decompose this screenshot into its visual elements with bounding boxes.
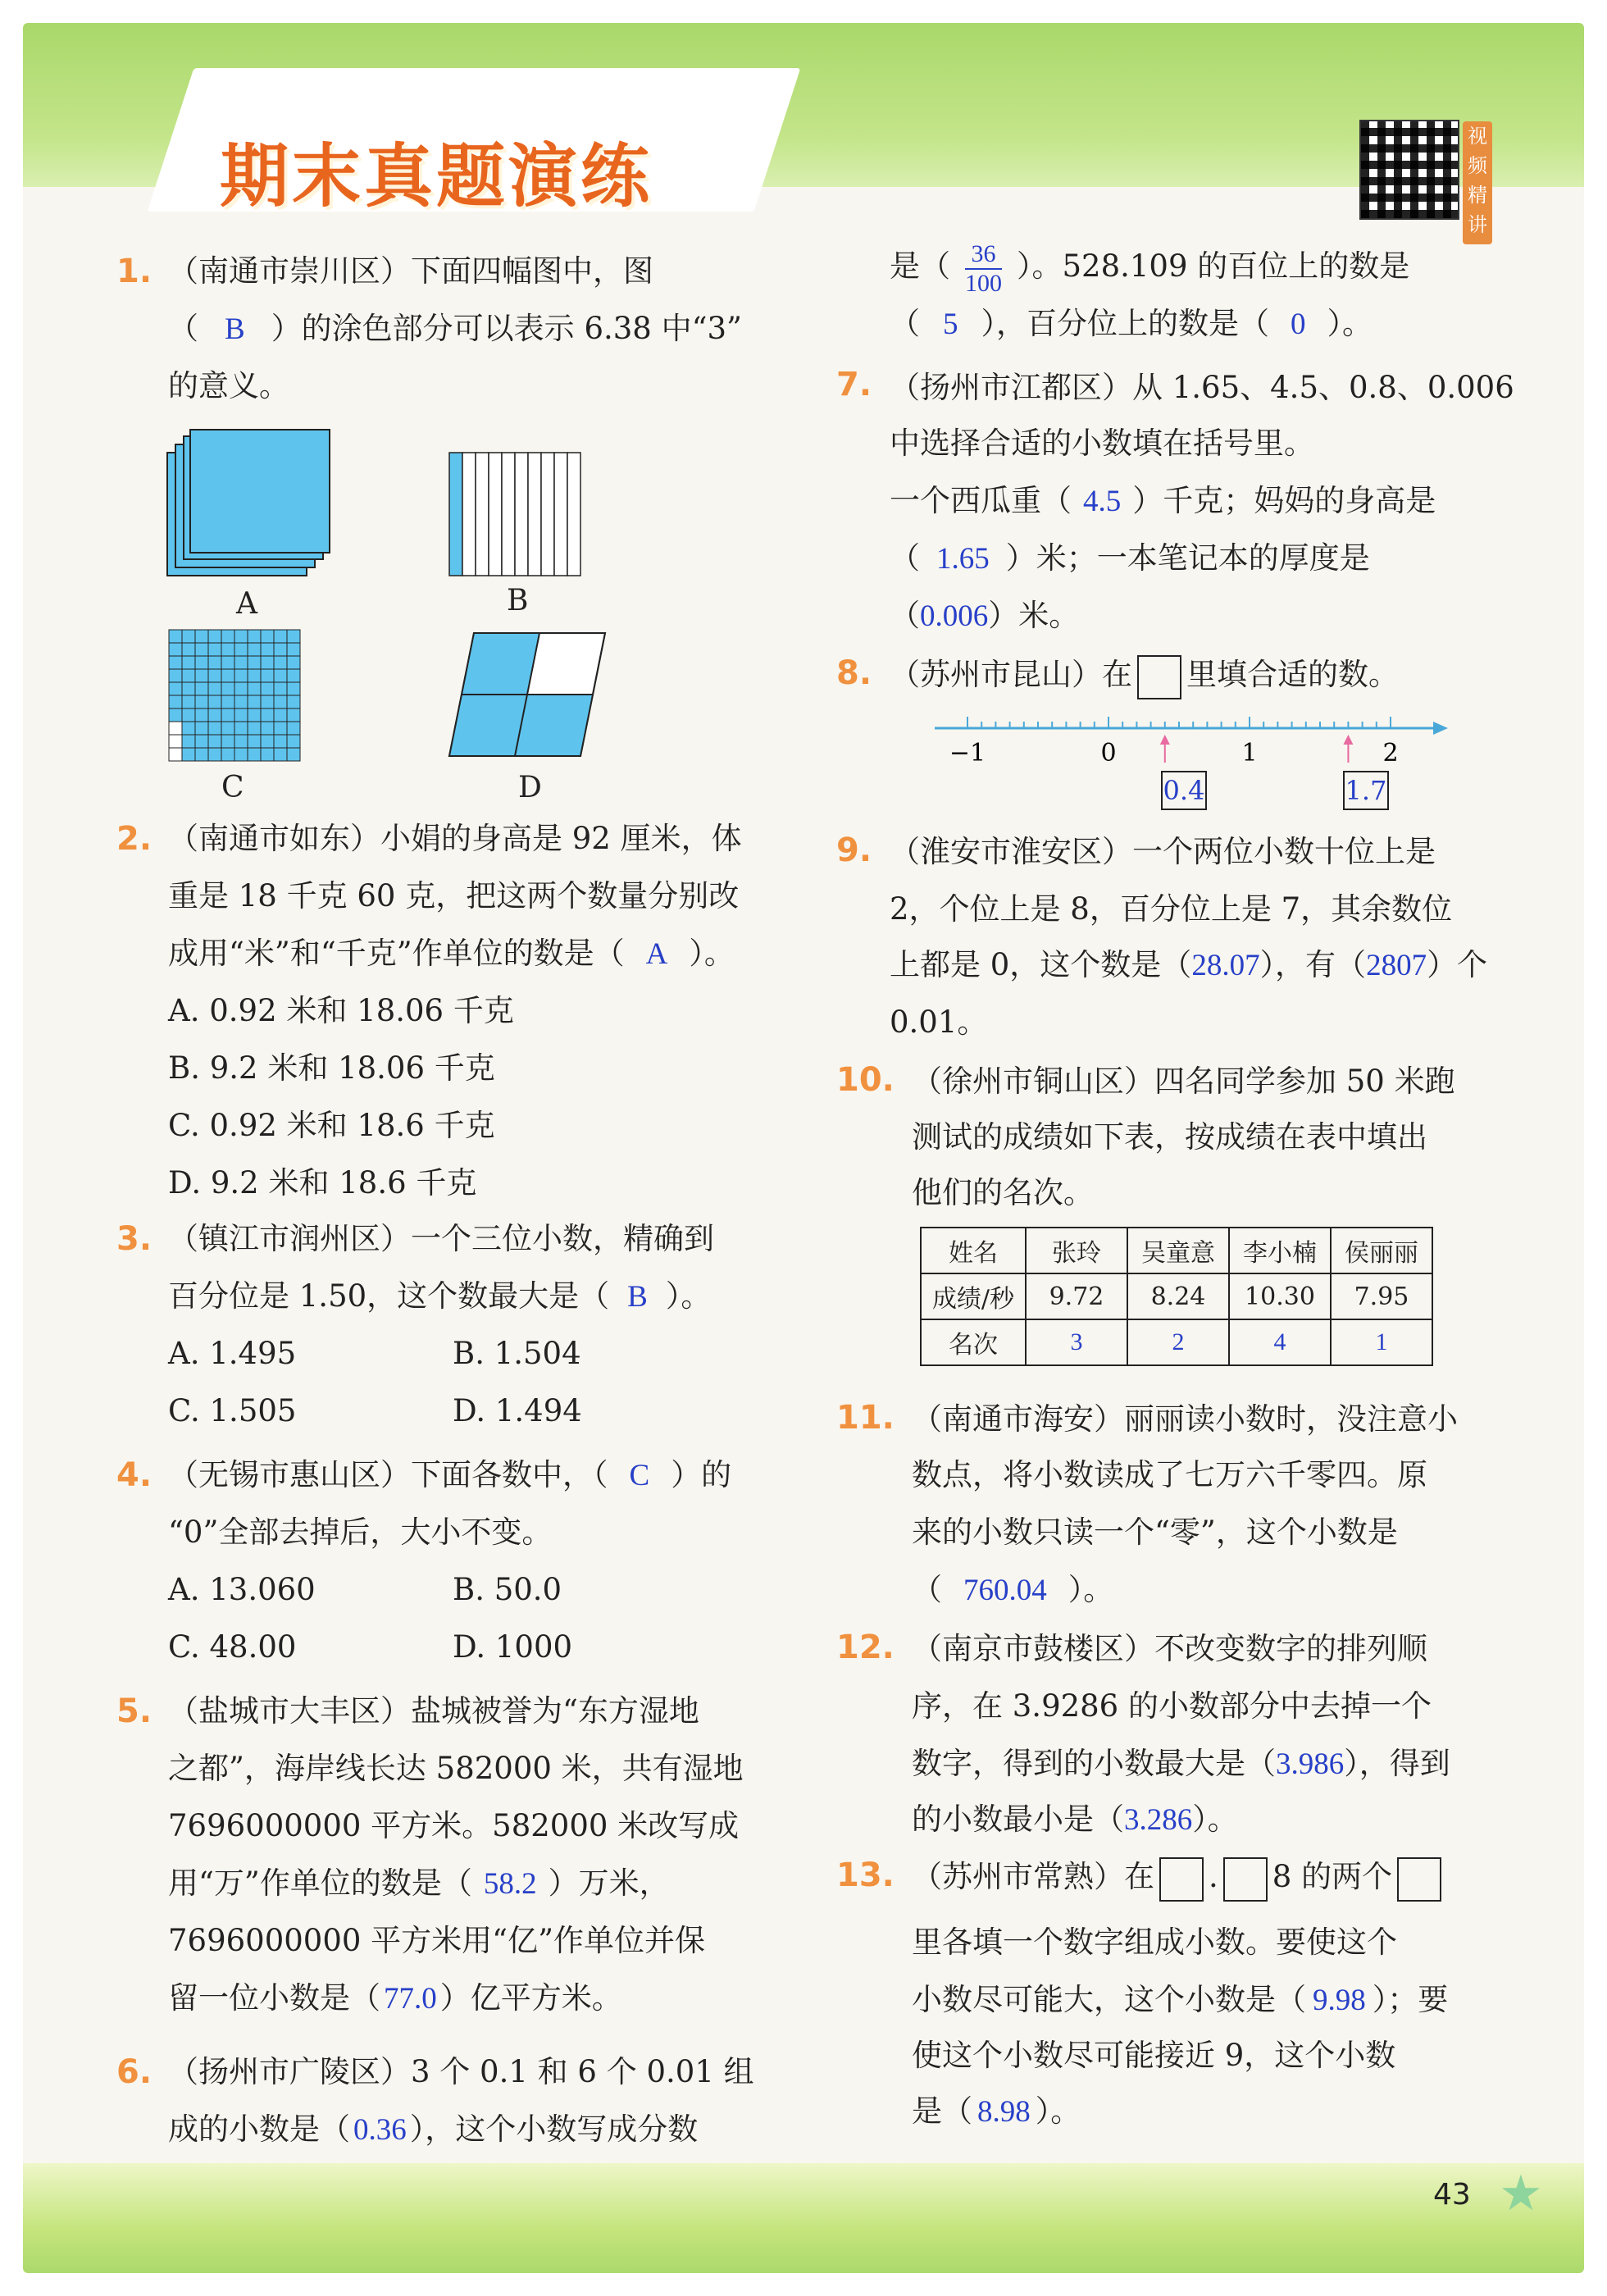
grid-cell [221,748,234,761]
fill-box [1223,1857,1268,1902]
grid-cell [221,669,234,682]
q1-number: 1. [116,253,153,290]
grid-cell [195,748,208,761]
grid-cell [169,695,182,708]
q5-line3: 7696000000 平方米。582000 米改写成 [168,1808,740,1843]
q7-line3: 一个西瓜重（ 4.5 ）千克；妈妈的身高是 [890,483,1436,518]
rank-cell: 2 [1127,1319,1229,1365]
q3-option: B. 1.504 [453,1336,581,1371]
q2-number: 2. [116,820,153,858]
figure-a-label: A [236,587,257,621]
q3-option: A. 1.495 [168,1336,297,1371]
q8-answer-box-1: 0.4 [1161,771,1207,810]
grid-cell [261,682,274,695]
grid-cell [208,735,221,748]
q4-option: D. 1000 [453,1629,573,1665]
q6-line3: 是（ $\frac{36}{100}$ ）。528.109 的百位上的数是 [890,239,1410,297]
q2-answer: A [645,937,668,971]
grid-cell [261,630,274,643]
grid-cell [274,708,287,722]
q9-line3: 上都是 0，这个数是（28.07），有（2807）个 [890,947,1488,982]
q13-line3: 小数尽可能大，这个小数是（ 9.98 ）；要 [912,1982,1449,2017]
table-row [921,1319,1432,1365]
grid-cell [274,682,287,695]
q7-answer-3: 0.006 [920,599,989,633]
q4-option: C. 48.00 [168,1629,297,1665]
grid-cell [195,643,208,656]
q5-line4: 用“万”作单位的数是（ 58.2 ）万米， [168,1866,670,1901]
rank-table [920,1227,1433,1366]
grid-cell [248,722,261,735]
grid-cell [195,682,208,695]
q2-line3: 成用“米”和“千克”作单位的数是（ A ）。 [168,936,735,971]
name-cell: 张玲 [1026,1228,1127,1273]
qr-code-icon[interactable] [1359,120,1459,220]
q2-option: A. 0.92 米和 18.06 千克 [168,993,514,1028]
pointer-head [1160,735,1170,745]
q4-option: A. 13.060 [168,1572,316,1607]
grid-cell [287,630,300,643]
q6-answer-2: 5 [943,308,958,341]
q8-line1: （苏州市昆山）在 里填合适的数。 [890,646,1399,704]
strip [476,453,489,576]
q9-answer-1: 28.07 [1191,949,1260,982]
figure-b [449,453,580,576]
name-cell: 李小楠 [1229,1228,1331,1273]
grid-cell [169,643,182,656]
q12-number: 12. [836,1629,895,1666]
grid-cell [261,722,274,735]
grid-cell [169,735,182,748]
grid-cell [234,722,248,735]
grid-cell [221,643,234,656]
grid-cell [287,669,300,682]
q7-line2: 中选择合适的小数填在括号里。 [890,426,1314,461]
grid-cell [287,708,300,722]
grid-cell [248,695,261,708]
q3-option: D. 1.494 [453,1393,582,1428]
score-cell: 10.30 [1229,1273,1331,1319]
tick-label: −1 [949,739,986,768]
video-label: 视频精讲 [1463,121,1492,244]
q9-line1: （淮安市淮安区）一个两位小数十位上是 [890,834,1436,869]
row-head: 成绩/秒 [921,1273,1026,1319]
figure-a [167,430,330,576]
q1-answer: B [225,312,245,346]
q7-line4: （ 1.65 ）米；一本笔记本的厚度是 [890,540,1370,576]
q8-answer-box-2: 1.7 [1343,771,1389,810]
strip [528,453,541,576]
q9-line4: 0.01。 [890,1004,988,1040]
q4-number: 4. [116,1456,153,1494]
grid-cell [208,669,221,682]
strip [462,453,476,576]
q9-line2: 2，个位上是 8，百分位上是 7，其余数位 [890,891,1453,927]
strip [567,453,580,576]
grid-cell [195,735,208,748]
grid-cell [248,708,261,722]
grid-cell [261,669,274,682]
q3-line2: 百分位是 1.50，这个数最大是（ B ）。 [168,1278,712,1314]
grid-cell [221,735,234,748]
grid-cell [234,708,248,722]
grid-cell [182,669,195,682]
grid-cell [287,748,300,761]
strip [515,453,528,576]
q13-answer-1: 9.98 [1313,1984,1366,2017]
table-row [921,1228,1432,1273]
q2-line1: （南通市如东）小娟的身高是 92 厘米，体 [168,821,742,856]
q6-line4: （ 5 ），百分位上的数是（ 0 ）。 [890,306,1373,341]
q4-line1: （无锡市惠山区）下面各数中，（ C ）的 [168,1457,732,1492]
star-icon: ★ [1499,2165,1543,2222]
grid-cell [195,708,208,722]
q4-line2: “0”全部去掉后，大小不变。 [168,1515,553,1550]
q12-line4: 的小数最小是（3.286）。 [912,1802,1238,1837]
fill-box [1137,655,1181,699]
grid-cell [248,735,261,748]
fill-box [1397,1857,1441,1902]
grid-cell [195,695,208,708]
page-title: 期末真题演练 [220,136,653,216]
q5-line5: 7696000000 平方米用“亿”作单位并保 [168,1923,705,1958]
q13-answer-2: 8.98 [977,2095,1031,2129]
q2-option: B. 9.2 米和 18.06 千克 [168,1050,495,1086]
grid-cell [208,708,221,722]
grid-cell [287,682,300,695]
grid-cell [182,735,195,748]
rank-cell: 3 [1026,1319,1127,1365]
score-cell: 8.24 [1127,1273,1229,1319]
grid-cell [274,669,287,682]
grid-cell [274,735,287,748]
grid-cell [195,630,208,643]
q4-option: B. 50.0 [453,1572,562,1607]
grid-cell [261,708,274,722]
q11-answer: 760.04 [963,1574,1047,1607]
q10-line2: 测试的成绩如下表，按成绩在表中填出 [912,1119,1427,1155]
q9-number: 9. [836,831,872,869]
grid-cell [287,695,300,708]
grid-cell [208,695,221,708]
q7-answer-1: 4.5 [1083,485,1122,518]
q5-line6: 留一位小数是（ 77.0 ）亿平方米。 [168,1980,622,2016]
figure-c-label: C [221,771,244,804]
q5-answer-2: 77.0 [384,1982,437,2016]
grid-cell [234,630,248,643]
grid-cell [208,748,221,761]
grid-cell [248,669,261,682]
q6-line2: 成的小数是（ 0.36 ），这个小数写成分数 [168,2112,699,2147]
tick-label: 0 [1100,739,1117,768]
q2-line2: 重是 18 千克 60 克，把这两个数量分别改 [168,878,740,913]
grid-cell [234,643,248,656]
grid-cell [221,722,234,735]
q6-answer-3: 0 [1291,308,1306,341]
q5-line2: 之都”，海岸线长达 582000 米，共有湿地 [168,1751,744,1786]
q11-line4: （ 760.04 ）。 [912,1572,1114,1607]
q12-line3: 数字，得到的小数最大是（3.986），得到 [912,1746,1450,1781]
q6-fraction: $\frac{36}{100}$ [965,239,1002,297]
grid-cell [274,722,287,735]
q10-number: 10. [836,1061,895,1099]
figure-c [169,630,300,761]
grid-cell [248,656,261,669]
q11-line2: 数点，将小数读成了七万六千零四。原 [912,1457,1427,1492]
grid-cell [234,656,248,669]
name-cell: 吴童意 [1127,1228,1229,1273]
grid-cell [208,722,221,735]
grid-cell [221,695,234,708]
rank-cell: 1 [1331,1319,1432,1365]
row-head: 名次 [921,1319,1026,1365]
arrow-head [1433,722,1448,735]
q5-line1: （盐城市大丰区）盐城被誉为“东方湿地 [168,1693,699,1729]
q13-line4: 使这个小数尽可能接近 9，这个小数 [912,2038,1396,2073]
q6-line1: （扬州市广陵区）3 个 0.1 和 6 个 0.01 组 [168,2054,754,2089]
q7-number: 7. [836,366,872,403]
figure-d [449,633,605,756]
grid-cell [182,630,195,643]
fill-box [1159,1857,1204,1902]
q10-line3: 他们的名次。 [912,1175,1094,1210]
q9-answer-2: 2807 [1366,949,1427,982]
grid-cell [169,722,182,735]
grid-cell [234,748,248,761]
q11-line3: 来的小数只读一个“零”，这个小数是 [912,1515,1398,1550]
grid-cell [234,695,248,708]
grid-cell [169,708,182,722]
grid-cell [208,630,221,643]
q13-line2: 里各填一个数字组成小数。要使这个 [912,1925,1397,1960]
q12-answer-1: 3.986 [1276,1747,1345,1781]
q1-line3: 的意义。 [168,368,289,403]
grid-cell [261,748,274,761]
tick-label: 2 [1382,739,1399,768]
grid-cell [169,656,182,669]
grid-cell [287,656,300,669]
rank-cell: 4 [1229,1319,1331,1365]
grid-cell [261,656,274,669]
pointer-head [1343,735,1353,745]
grid-cell [248,682,261,695]
grid-cell [274,643,287,656]
grid-cell [208,656,221,669]
strip [502,453,515,576]
q12-answer-2: 3.286 [1124,1803,1193,1837]
grid-cell [169,630,182,643]
q3-number: 3. [116,1220,153,1258]
grid-cell [182,682,195,695]
q6-answer-1: 0.36 [353,2113,407,2147]
strip [489,453,502,576]
grid-cell [274,748,287,761]
q6-number: 6. [116,2053,153,2091]
grid-cell [182,748,195,761]
q13-number: 13. [836,1856,895,1894]
grid-cell [234,669,248,682]
q7-answer-2: 1.65 [936,542,990,576]
figure-d-label: D [518,771,542,804]
grid-cell [182,708,195,722]
strip [554,453,567,576]
name-cell: 侯丽丽 [1331,1228,1432,1273]
figure-b-label: B [507,584,529,617]
grid-cell [208,643,221,656]
q3-line1: （镇江市润州区）一个三位小数，精确到 [168,1221,714,1256]
q1-line2: （ B ）的涂色部分可以表示 6.38 中“3” [168,311,742,346]
grid-cell [221,682,234,695]
score-cell: 9.72 [1026,1273,1127,1319]
table-row [921,1273,1432,1319]
footer-band [23,2163,1584,2273]
grid-cell [234,735,248,748]
grid-cell [182,643,195,656]
grid-cell [182,722,195,735]
grid-cell [287,722,300,735]
grid-cell [221,708,234,722]
grid-cell [169,748,182,761]
grid-cell [287,643,300,656]
page-number: 43 [1433,2178,1471,2212]
grid-cell [182,695,195,708]
q11-line1: （南通市海安）丽丽读小数时，没注意小 [912,1401,1458,1437]
q2-option: D. 9.2 米和 18.6 千克 [168,1165,477,1200]
q3-option: C. 1.505 [168,1393,297,1428]
grid-cell [261,695,274,708]
grid-cell [195,656,208,669]
grid-cell [221,630,234,643]
q7-line1: （扬州市江都区）从 1.65、4.5、0.8、0.006 [890,370,1514,405]
q13-line5: 是（ 8.98 ）。 [912,2093,1081,2129]
q10-line1: （徐州市铜山区）四名同学参加 50 米跑 [912,1064,1455,1099]
grid-cell [208,682,221,695]
grid-cell [169,669,182,682]
grid-cell [195,722,208,735]
grid-cell [169,682,182,695]
grid-cell [248,748,261,761]
q1-figures [164,426,623,771]
q1-line1: （南通市崇川区）下面四幅图中，图 [168,253,653,289]
q11-number: 11. [836,1399,895,1437]
q7-line5: （0.006）米。 [890,598,1080,633]
grid-cell [274,630,287,643]
grid-cell [195,669,208,682]
grid-cell [234,682,248,695]
q2-option: C. 0.92 米和 18.6 千克 [168,1108,495,1143]
q5-answer-1: 58.2 [483,1867,537,1901]
strip [449,453,462,576]
grid-cell [221,656,234,669]
grid-cell [261,735,274,748]
q8-number: 8. [836,654,872,692]
strip [541,453,554,576]
q13-line1: （苏州市常熟）在 . 8 的两个 [912,1848,1446,1906]
score-cell: 7.95 [1331,1273,1432,1319]
q3-answer: B [627,1280,648,1314]
q12-line1: （南京市鼓楼区）不改变数字的排列顺 [912,1631,1427,1666]
row-head: 姓名 [921,1228,1026,1273]
grid-cell [248,643,261,656]
grid-cell [182,656,195,669]
q5-number: 5. [116,1692,153,1730]
q12-line2: 序，在 3.9286 的小数部分中去掉一个 [912,1688,1432,1724]
grid-cell [274,656,287,669]
grid-cell [287,735,300,748]
grid-cell [261,643,274,656]
grid-cell [248,630,261,643]
tick-label: 1 [1241,739,1258,768]
grid-cell [274,695,287,708]
q4-answer: C [629,1459,650,1492]
